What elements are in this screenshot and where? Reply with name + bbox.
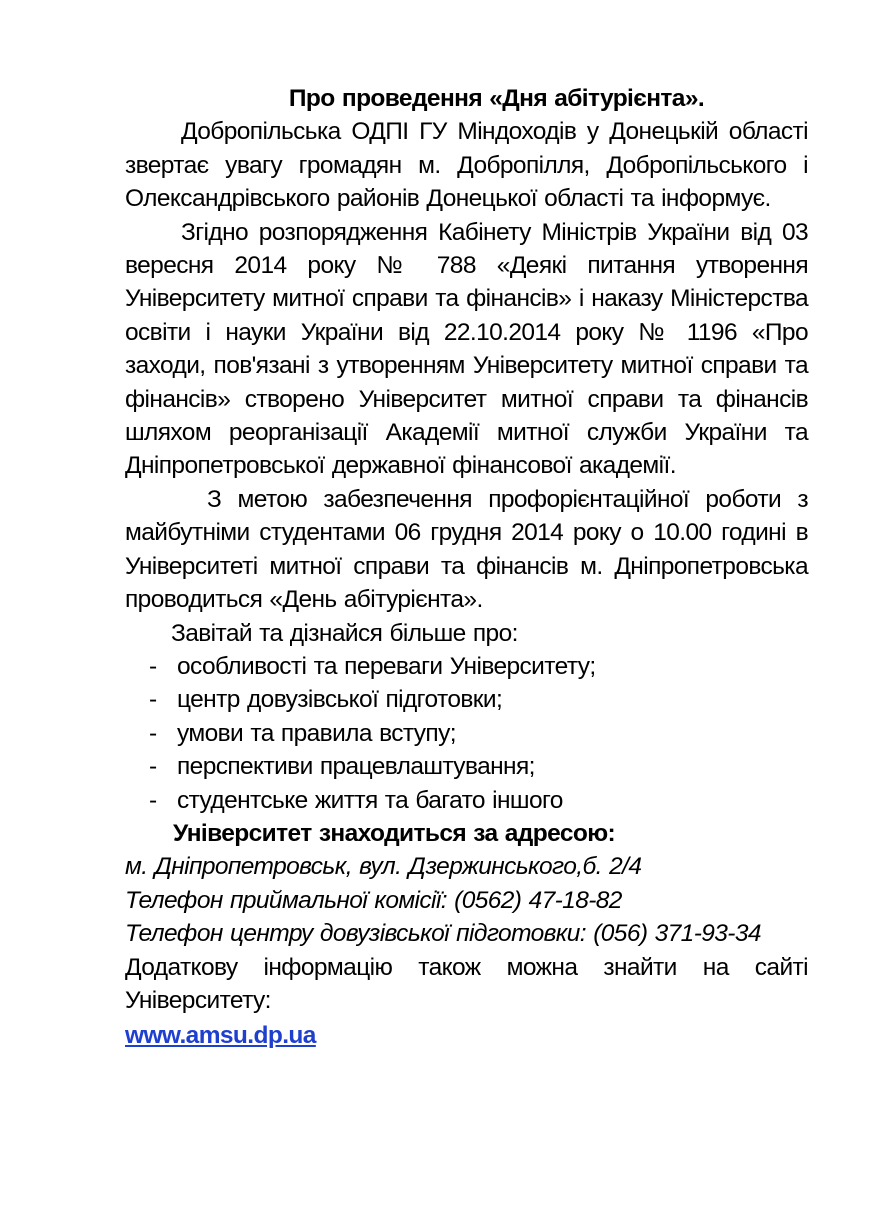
list-intro: Завітай та дізнайся більше про: bbox=[171, 619, 518, 647]
address-heading: Університет знаходиться за адресою: bbox=[173, 819, 616, 847]
website-link[interactable]: www.amsu.dp.ua bbox=[125, 1022, 316, 1050]
bullet-dash: - bbox=[149, 753, 157, 781]
bullet-dash: - bbox=[149, 719, 157, 747]
address-line: м. Дніпропетровськ, вул. Дзержинського,б. 2/4 bbox=[125, 853, 642, 881]
more-info-line1: Додаткову інформацію також можна знайти на сайті bbox=[125, 953, 808, 981]
list-item bbox=[125, 650, 808, 683]
prep-center-phone: Телефон центру довузівської підготовки: (056) 371-93-34 bbox=[125, 920, 761, 948]
bullet-dash: - bbox=[149, 786, 157, 814]
paragraph-event: З метою забезпечення профорієнтаційної роботи з майбутніми студентами 06 грудня 2014 року о 10.00 годині в Університеті митної справи та фінансів м. Дніпропетровська проводиться «День абітурієнта». bbox=[125, 485, 808, 614]
list-item bbox=[125, 784, 808, 817]
list-item bbox=[125, 683, 808, 716]
list-item-text: перспективи працевлаштування; bbox=[177, 753, 535, 781]
bullet-dash: - bbox=[149, 652, 157, 680]
list-item bbox=[125, 750, 808, 783]
features-list bbox=[125, 650, 808, 817]
paragraph-decree: Згідно розпорядження Кабінету Міністрів України від 03 вересня 2014 року № 788 «Деякі питання утворення Університету митної справи та фінансів» і наказу Міністерства освіти і науки України від 22.10.2014 року № 1196 «Про заходи, пов'язані з утворенням Університету митної справи та фінансів» створено Університет митної справи та фінансів шляхом реорганізації Академії митної служби України та Дніпропетровської державної фінансової академії. bbox=[125, 218, 808, 480]
more-info-line2: Університету: bbox=[125, 986, 271, 1014]
list-item-text: умови та правила вступу; bbox=[177, 719, 456, 747]
list-item-text: центр довузівської підготовки; bbox=[177, 686, 503, 714]
document-page bbox=[125, 82, 808, 1053]
bullet-dash: - bbox=[149, 686, 157, 714]
list-item-text: студентське життя та багато іншого bbox=[177, 786, 563, 814]
admissions-phone: Телефон приймальної комісії: (0562) 47-18-82 bbox=[125, 886, 622, 914]
paragraph-intro: Добропільська ОДПІ ГУ Міндоходів у Донецькій області звертає увагу громадян м. Добропілля, Добропільського і Олександрівського районів Донецької області та інформує. bbox=[125, 118, 808, 213]
list-item bbox=[125, 717, 808, 750]
list-item-text: особливості та переваги Університету; bbox=[177, 652, 596, 680]
document-title: Про проведення «Дня абітурієнта». bbox=[288, 85, 705, 112]
